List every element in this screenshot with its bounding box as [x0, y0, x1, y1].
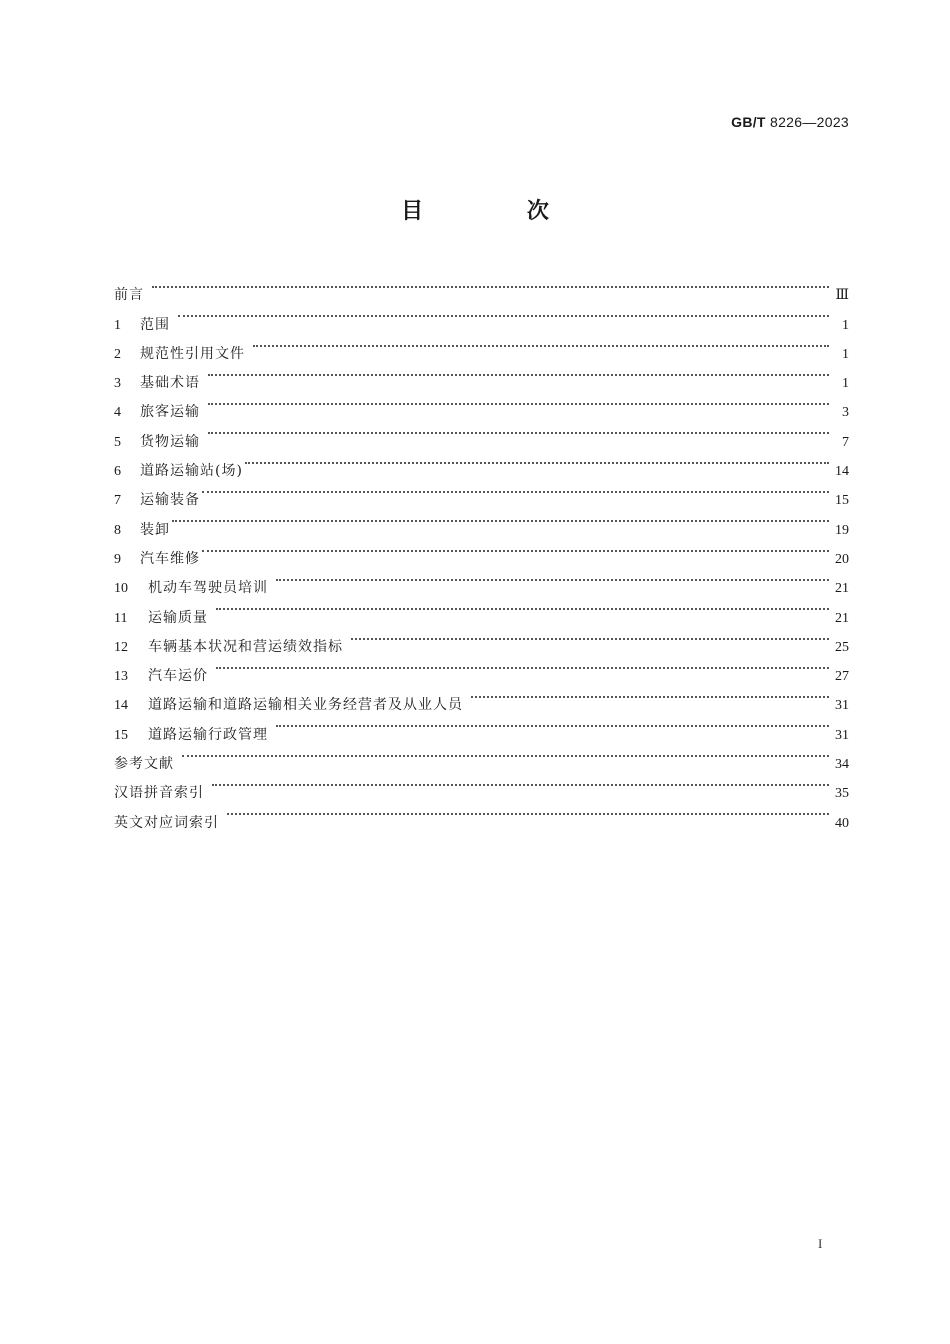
- dot-leader: [253, 329, 829, 358]
- dot-leader: [208, 416, 829, 445]
- dot-leader: [471, 680, 829, 709]
- toc-entry-page: 1: [842, 376, 849, 392]
- toc-entry-label: 范围: [140, 316, 170, 333]
- toc-entry-10[interactable]: [114, 563, 849, 597]
- toc-entry-page: 20: [835, 551, 849, 567]
- toc-entry-page: 35: [835, 786, 849, 802]
- toc-entry-6[interactable]: [114, 446, 849, 480]
- toc-entry-page: 40: [835, 815, 849, 831]
- toc-entry-english-index[interactable]: [114, 797, 849, 831]
- toc-entry-number: 1: [114, 317, 121, 333]
- toc-entry-page: 3: [842, 405, 849, 421]
- toc-entry-label: 运输装备: [140, 492, 200, 509]
- toc-entry-page: Ⅲ: [835, 288, 849, 304]
- toc-entry-number: 13: [114, 669, 128, 685]
- toc-entry-4[interactable]: [114, 387, 849, 421]
- toc-entry-2[interactable]: [114, 329, 849, 362]
- toc-entry-number: 4: [114, 405, 121, 421]
- toc-entry-page: 25: [835, 639, 849, 655]
- toc-entry-label: 汽车运价: [148, 668, 208, 685]
- toc-entry-page: 27: [835, 669, 849, 685]
- toc-entry-7[interactable]: [114, 475, 849, 509]
- dot-leader: [351, 622, 829, 651]
- toc-entry-number: 3: [114, 376, 121, 392]
- toc-entry-number: 14: [114, 698, 128, 714]
- toc-entry-14[interactable]: [114, 680, 849, 714]
- toc-entry-label: 道路运输和道路运输相关业务经营者及从业人员: [148, 697, 463, 714]
- toc-entry-page: 19: [835, 522, 849, 538]
- toc-entry-3[interactable]: [114, 358, 849, 392]
- toc-entry-page: 1: [842, 317, 849, 333]
- toc-entry-page: 31: [835, 727, 849, 743]
- standard-number: 8226—2023: [770, 114, 849, 130]
- dot-leader: [208, 387, 829, 416]
- toc-entry-label: 机动车驾驶员培训: [148, 580, 268, 597]
- dot-leader: [178, 299, 829, 328]
- toc-entry-13[interactable]: [114, 651, 849, 685]
- dot-leader: [208, 358, 829, 387]
- toc-entry-pinyin-index[interactable]: [114, 768, 849, 802]
- toc-entry-page: 34: [835, 757, 849, 773]
- toc-entry-1[interactable]: [114, 299, 849, 333]
- toc-entry-label: 道路运输行政管理: [148, 726, 268, 743]
- toc-entry-number: 11: [114, 610, 128, 626]
- toc-entry-bibliography[interactable]: [114, 739, 849, 773]
- toc-entry-page: 14: [835, 464, 849, 480]
- toc-entry-label: 货物运输: [140, 433, 200, 450]
- toc-entry-12[interactable]: [114, 622, 849, 655]
- toc-entry-number: 12: [114, 639, 128, 655]
- toc-entry-page: 31: [835, 698, 849, 714]
- toc-entry-page: 7: [842, 434, 849, 450]
- toc-entry-9[interactable]: [114, 534, 849, 567]
- toc-entry-number: 8: [114, 522, 121, 538]
- dot-leader: [216, 651, 829, 680]
- dot-leader: [202, 475, 829, 504]
- toc-entry-number: 6: [114, 464, 121, 480]
- dot-leader: [202, 534, 829, 563]
- toc-entry-11[interactable]: [114, 592, 849, 626]
- toc-entry-label: 规范性引用文件: [140, 345, 245, 362]
- dot-leader: [245, 446, 829, 475]
- toc-entry-5[interactable]: [114, 416, 849, 450]
- standard-prefix: GB/T: [731, 114, 766, 130]
- dot-leader: [212, 768, 829, 797]
- toc-entry-label: 运输质量: [148, 609, 208, 626]
- toc-entry-8[interactable]: [114, 504, 849, 538]
- toc-entry-label: 汽车维修: [140, 550, 200, 567]
- page-number: I: [818, 1236, 823, 1251]
- toc-entry-number: 9: [114, 551, 121, 567]
- toc-entry-page: 21: [835, 581, 849, 597]
- dot-leader: [172, 504, 829, 533]
- toc-entry-page: 15: [835, 493, 849, 509]
- dot-leader: [276, 563, 829, 592]
- dot-leader: [227, 797, 829, 826]
- toc-entry-number: 2: [114, 346, 121, 362]
- dot-leader: [152, 270, 829, 299]
- toc-entry-label: 英文对应词索引: [114, 814, 219, 831]
- toc-entry-number: 10: [114, 581, 128, 597]
- dot-leader: [216, 592, 829, 621]
- toc-entry-number: 7: [114, 493, 121, 509]
- table-of-contents: [114, 270, 849, 831]
- toc-entry-label: 装卸: [140, 521, 170, 538]
- toc-entry-label: 旅客运输: [140, 404, 200, 421]
- toc-entry-label: 基础术语: [140, 375, 200, 392]
- toc-entry-label: 汉语拼音索引: [114, 785, 204, 802]
- toc-entry-page: 1: [842, 346, 849, 362]
- toc-entry-page: 21: [835, 610, 849, 626]
- toc-entry-label: 参考文献: [114, 756, 174, 773]
- toc-entry-label: 道路运输站(场): [140, 463, 243, 480]
- toc-entry-foreword[interactable]: [114, 270, 849, 304]
- standard-code: [731, 114, 849, 130]
- toc-entry-label: 前言: [114, 287, 144, 304]
- toc-entry-number: 15: [114, 727, 128, 743]
- toc-title: 目 次: [401, 199, 597, 224]
- toc-entry-label: 车辆基本状况和营运绩效指标: [148, 638, 343, 655]
- dot-leader: [182, 739, 829, 768]
- toc-entry-number: 5: [114, 434, 121, 450]
- dot-leader: [276, 709, 829, 738]
